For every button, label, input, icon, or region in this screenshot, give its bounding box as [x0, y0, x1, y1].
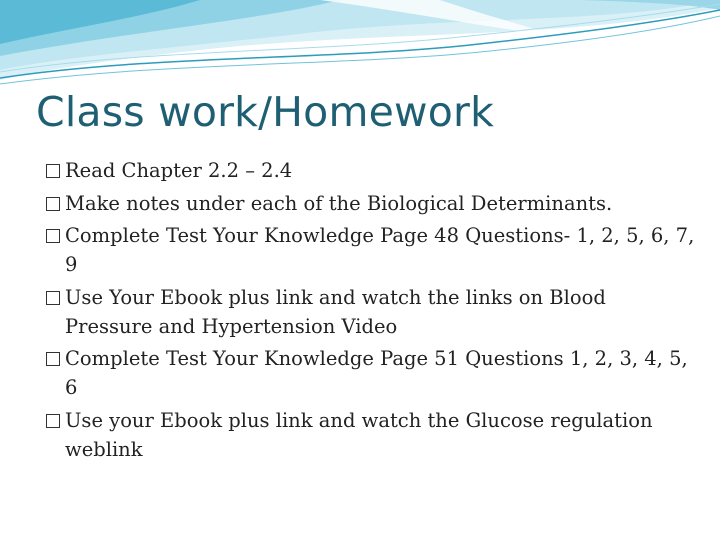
bullet-box-icon — [46, 197, 60, 211]
bullet-list — [45, 156, 695, 467]
bullet-item — [45, 156, 695, 185]
bullet-box-icon — [46, 164, 60, 178]
bullet-text: Use your Ebook plus link and watch the Glucose regulation weblink — [65, 408, 653, 461]
bullet-text: Make notes under each of the Biological Determinants. — [65, 191, 613, 215]
bullet-box-icon — [46, 291, 60, 305]
bullet-item — [45, 283, 695, 341]
bullet-item — [45, 344, 695, 402]
slide-title: Class work/Homework — [36, 88, 495, 136]
bullet-item — [45, 189, 695, 218]
bullet-text: Use Your Ebook plus link and watch the links on Blood Pressure and Hypertension Video — [65, 285, 606, 338]
bullet-item — [45, 221, 695, 279]
bullet-item — [45, 406, 695, 464]
bullet-text: Complete Test Your Knowledge Page 48 Questions- 1, 2, 5, 6, 7, 9 — [65, 224, 695, 276]
bullet-text: Complete Test Your Knowledge Page 51 Questions 1, 2, 3, 4, 5, 6 — [65, 347, 688, 399]
header-wave-decoration — [0, 0, 720, 90]
bullet-box-icon — [46, 229, 60, 243]
bullet-text: Read Chapter 2.2 – 2.4 — [65, 159, 293, 182]
bullet-box-icon — [46, 352, 60, 366]
bullet-box-icon — [46, 414, 60, 428]
